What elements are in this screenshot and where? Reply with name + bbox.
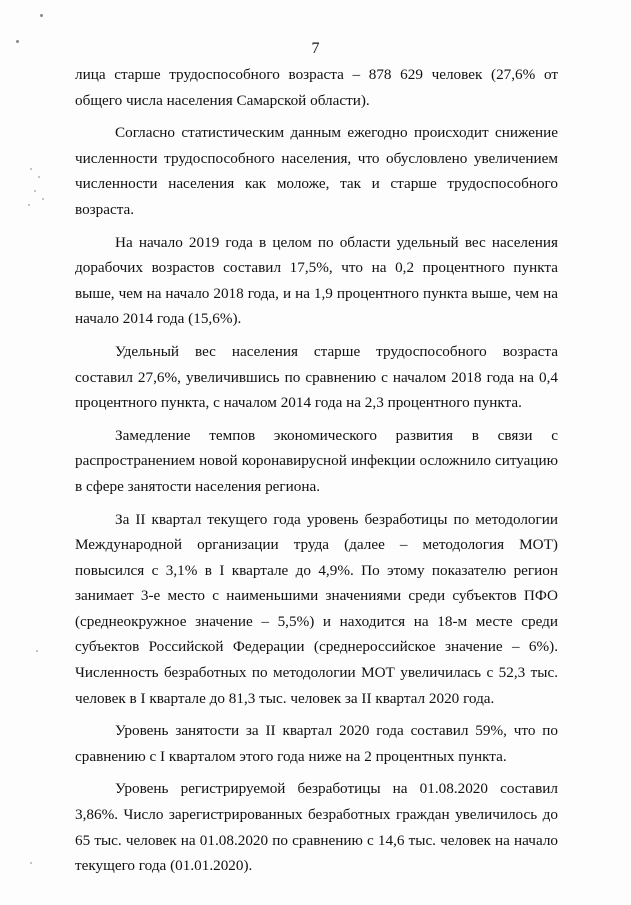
page-number: 7 <box>311 40 320 57</box>
paragraph: Удельный вес населения старше трудоспособного возраста составил 27,6%, увеличившись по сравнению с началом 2018 года на 0,4 процентного пункта, с началом 2014 года на 2,3 процентного пункта. <box>75 342 558 412</box>
scan-mark <box>40 14 43 17</box>
paragraph: Уровень занятости за II квартал 2020 года составил 59%, что по сравнению с I кварталом этого года ниже на 2 процентных пункта. <box>75 722 558 765</box>
paragraph: За II квартал текущего года уровень безработицы по методологии Международной организации труда (далее – методология МОТ) повысился с 3,1% в I квартале до 4,9%. По этому показателю регион занимает 3-е место с наименьшими значениями среди субъектов ПФО (среднеокружное значение – 5,5%) и находится на 18-м месте среди субъектов Российской Федерации (среднероссийское значение – 6%). Численность безработных по методологии МОТ увеличилась с 52,3 тыс. человек в I квартале до 81,3 тыс. человек за II квартал 2020 года. <box>75 510 558 707</box>
scan-speck <box>34 190 36 192</box>
scan-speck <box>30 862 32 864</box>
scan-speck <box>28 204 30 206</box>
scan-speck <box>38 176 40 178</box>
paragraph: Согласно статистическим данным ежегодно происходит снижение численности трудоспособного населения, что обусловлено увеличением численности населения как моложе, так и старше трудоспособного возраста. <box>75 124 558 218</box>
paragraph: На начало 2019 года в целом по области удельный вес населения дорабочих возрастов составил 17,5%, что на 0,2 процентного пункта выше, чем на начало 2018 года, и на 1,9 процентного пункта выше, чем на начало 2014 года (15,6%). <box>75 233 558 328</box>
scan-speck <box>36 650 38 652</box>
scan-speck <box>30 168 32 170</box>
document-body <box>75 62 558 886</box>
paragraph: Уровень регистрируемой безработицы на 01.08.2020 составил 3,86%. Число зарегистрированных безработных граждан увеличилось до 65 тыс. человек на 01.08.2020 по сравнению с 14,6 тыс. человек на начало текущего года (01.01.2020). <box>75 780 558 875</box>
paragraph: лица старше трудоспособного возраста – 878 629 человек (27,6% от общего числа населения Самарской области). <box>75 66 558 109</box>
paragraph: Замедление темпов экономического развития в связи с распространением новой коронавирусной инфекции осложнило ситуацию в сфере занятости населения региона. <box>75 426 558 495</box>
scan-speck <box>42 198 44 200</box>
